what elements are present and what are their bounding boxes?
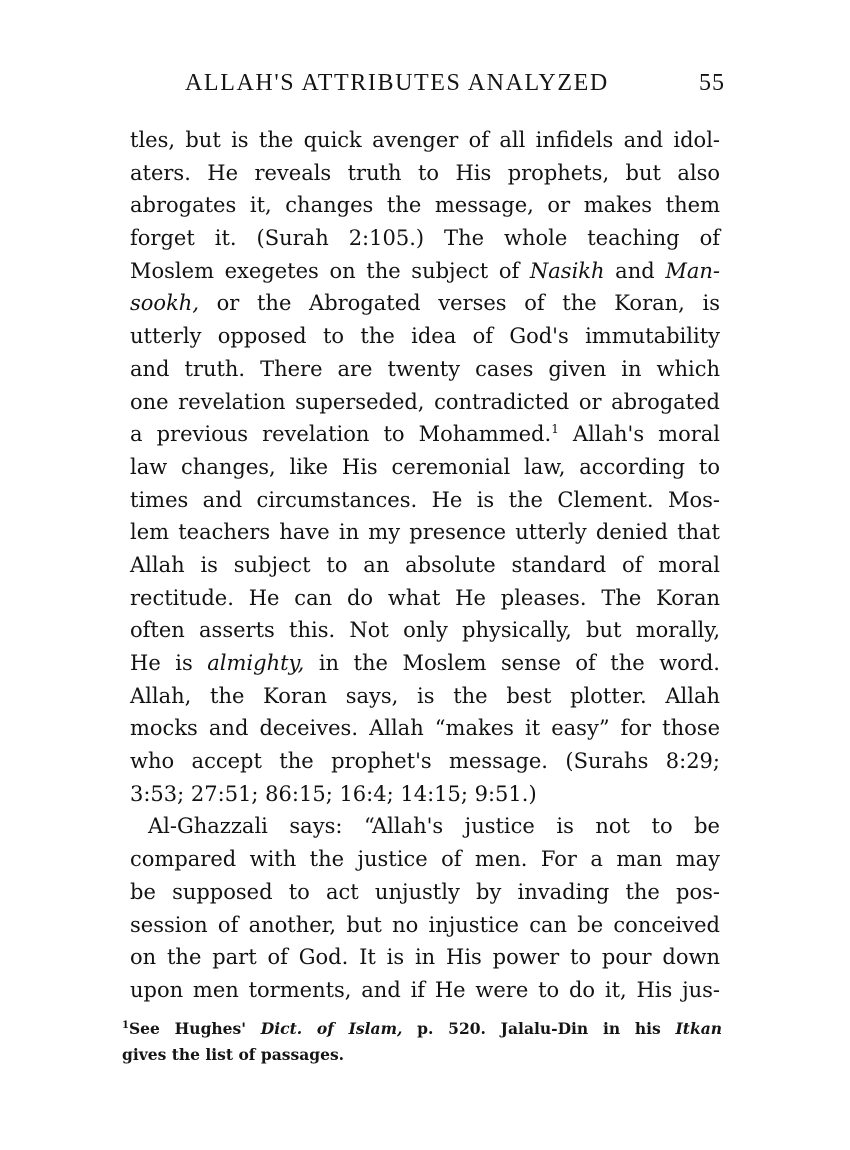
text-line: abrogates it, changes the message, or makes them [130, 193, 720, 218]
italic-term: Nasikh [529, 258, 605, 283]
text-line: lem teachers have in my presence utterly denied that [130, 520, 720, 545]
body-text [130, 124, 720, 1007]
text-line: Al-Ghazzali says: “Allah's justice is not to be [148, 814, 720, 839]
text-line [130, 287, 720, 320]
italic-term: sookh, [130, 291, 199, 316]
text-line: 3:53; 27:51; 86:15; 16:4; 14:15; 9:51.) [130, 781, 537, 806]
text-fragment: a previous revelation to Mohammed. [130, 422, 552, 447]
text-line: tles, but is the quick avenger of all infidels and idol- [130, 128, 720, 152]
text-fragment: See Hughes' [128, 1019, 247, 1038]
text-line [130, 418, 720, 451]
text-line: rectitude. He can do what He pleases. The Koran [130, 585, 720, 610]
text-fragment: in the Moslem sense of the word. [318, 651, 720, 675]
text-line: forget it. (Surah 2:105.) The whole teaching of [130, 226, 720, 251]
italic-term: Man- [665, 258, 720, 283]
text-fragment: and [615, 258, 655, 283]
footnote-marker: 1 [551, 422, 559, 437]
text-fragment: Allah's moral [572, 422, 720, 447]
text-fragment: He is [130, 651, 193, 675]
italic-term: almighty, [207, 651, 305, 675]
text-line: law changes, like His ceremonial law, according to [130, 454, 720, 479]
footnote-marker: 1 [122, 1019, 129, 1031]
running-title: ALLAH'S ATTRIBUTES ANALYZED [185, 70, 609, 96]
text-line: one revelation superseded, contradicted or abrogated [130, 389, 720, 414]
text-line: compared with the justice of men. For a man may [130, 847, 720, 872]
text-line: mocks and deceives. Allah “makes it easy” for those [130, 716, 720, 741]
text-line: often asserts this. Not only physically, but morally, [130, 618, 720, 643]
text-line: who accept the prophet's message. (Surahs 8:29; [130, 749, 720, 774]
footnote-line [122, 1016, 722, 1042]
text-fragment: or the Abrogated verses of the Koran, is [216, 291, 720, 316]
text-line: times and circumstances. He is the Clement. Mos- [130, 487, 720, 512]
text-line [130, 255, 720, 288]
text-line: utterly opposed to the idea of God's immutability [130, 324, 720, 349]
text-line: Allah, the Koran says, is the best plotter. Allah [130, 683, 720, 708]
text-line: and truth. There are twenty cases given in which [130, 356, 720, 381]
text-line: be supposed to act unjustly by invading the pos- [130, 879, 720, 904]
text-fragment: Moslem exegetes on the subject of [130, 258, 520, 283]
page-number: 55 [699, 70, 725, 96]
text-fragment: p. 520. Jalalu-Din in his [417, 1019, 661, 1038]
text-line: on the part of God. It is in His power to pour down [130, 945, 720, 970]
footnote-line: gives the list of passages. [122, 1045, 345, 1064]
italic-term: Dict. of Islam, [260, 1019, 403, 1038]
text-line [130, 647, 720, 680]
text-line: upon men torments, and if He were to do it, His jus- [130, 977, 720, 1002]
text-line: aters. He reveals truth to His prophets, but also [130, 160, 720, 185]
text-line: Allah is subject to an absolute standard of moral [130, 552, 720, 577]
footnote [122, 1016, 722, 1068]
text-line: session of another, but no injustice can be conceived [130, 912, 720, 937]
italic-term: Itkan [675, 1019, 723, 1038]
